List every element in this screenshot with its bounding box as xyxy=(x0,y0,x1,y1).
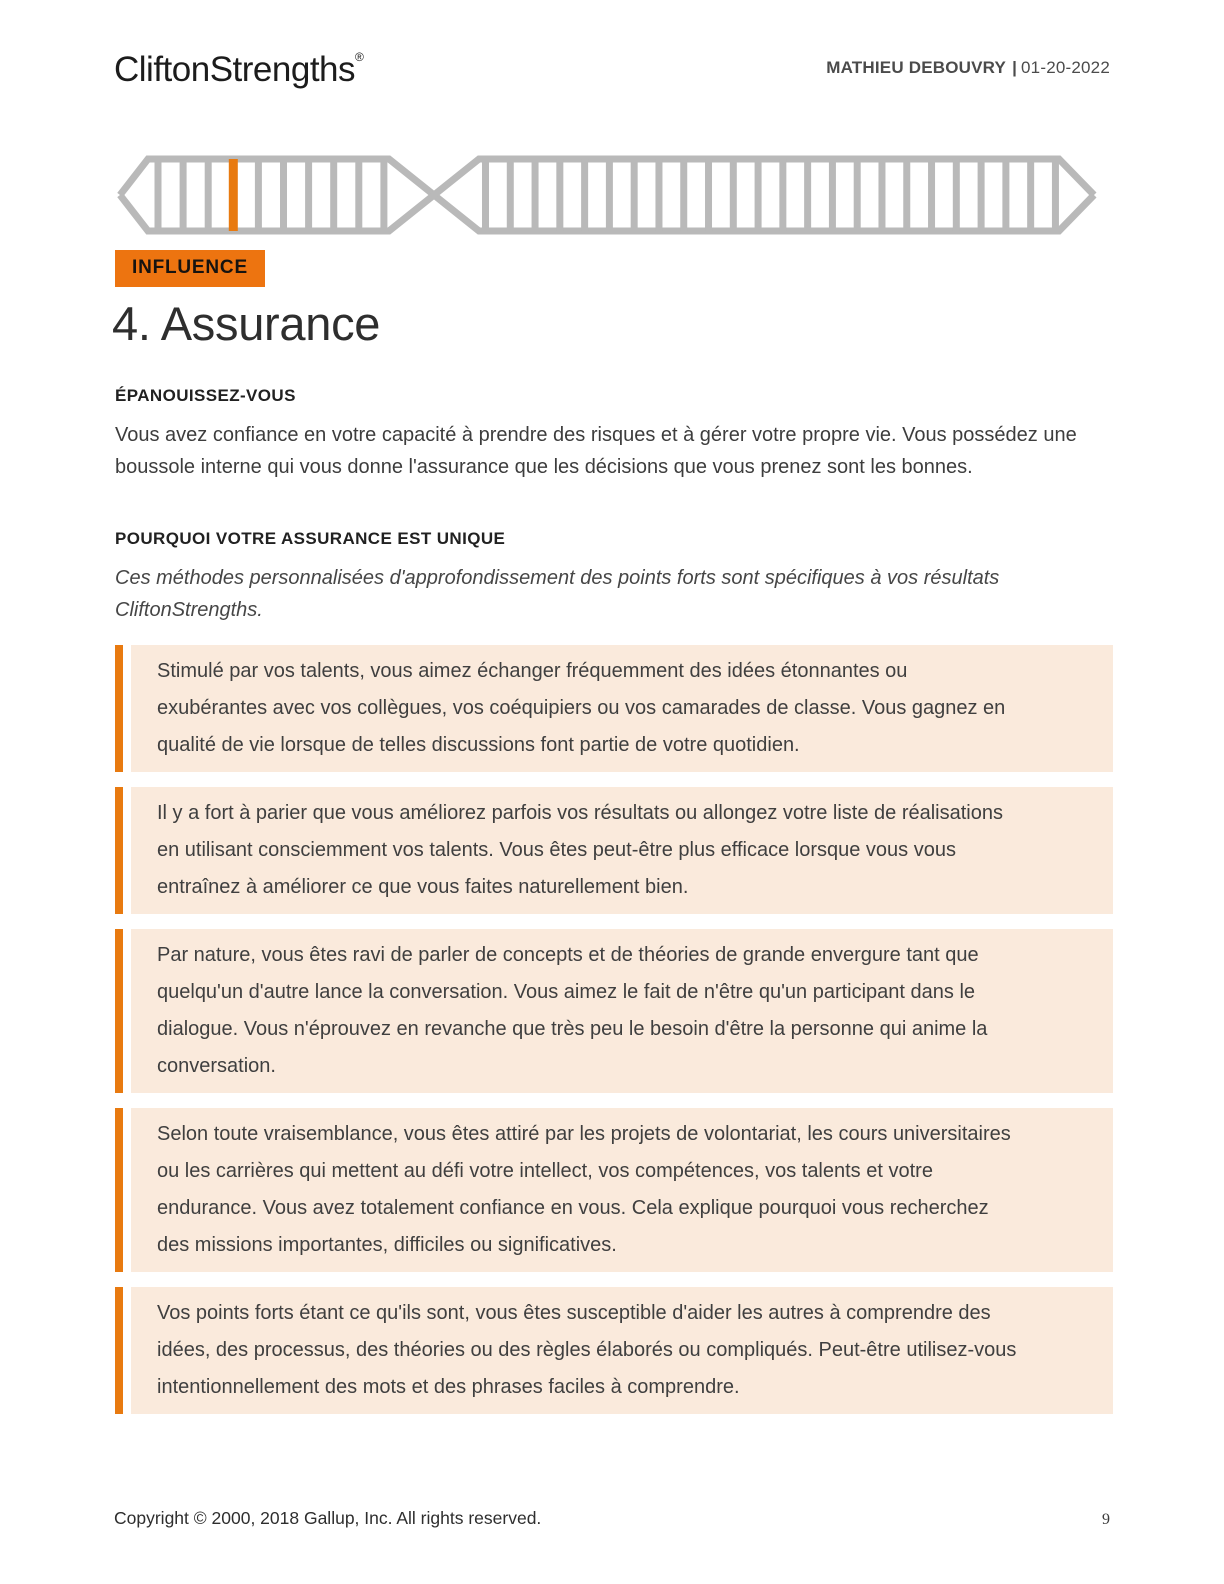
insight-callout xyxy=(115,929,1113,1093)
domain-badge-influence: INFLUENCE xyxy=(115,250,265,287)
insight-callout-list xyxy=(115,645,1113,1414)
insight-callout xyxy=(115,1108,1113,1272)
section-why-unique xyxy=(115,529,1112,626)
copyright-text: Copyright © 2000, 2018 Gallup, Inc. All rights reserved. xyxy=(114,1508,542,1528)
dna-strand-svg xyxy=(117,151,1109,239)
callout-body xyxy=(131,645,1113,772)
user-name: MATHIEU DEBOUVRY xyxy=(826,58,1007,77)
callout-body xyxy=(131,929,1113,1093)
cliftonstrengths-logo xyxy=(114,50,363,90)
callout-text: Stimulé par vos talents, vous aimez échanger fréquemment des idées étonnantes ou exubérantes avec vos collègues, vos coéquipiers ou vos camarades de classe. Vous gagnez en qualité de vie lorsque de telles discussions font partie de votre quotidien. xyxy=(157,660,1006,756)
insight-callout xyxy=(115,1287,1113,1414)
insight-callout xyxy=(115,787,1113,914)
separator: | xyxy=(1012,58,1018,77)
section-heading: POURQUOI VOTRE ASSURANCE EST UNIQUE xyxy=(115,529,506,548)
logo-text: CliftonStrengths xyxy=(114,50,356,89)
callout-text: Selon toute vraisemblance, vous êtes attiré par les projets de volontariat, les cours universitaires ou les carrières qui mettent au défi votre intellect, vos compétences, vos talents et votre endurance. Vous avez totalement confiance en vous. Cela explique pourquoi vous recherchez des missions importantes, difficiles ou significatives. xyxy=(157,1123,1011,1256)
section-body-text: Vous avez confiance en votre capacité à prendre des risques et à gérer votre propre vie. Vous possédez une boussole interne qui vous donne l'assurance que les décisions que vous prenez sont les bonnes. xyxy=(115,424,1077,478)
dna-strand-graphic xyxy=(117,151,1109,244)
callout-accent-bar xyxy=(115,929,123,1093)
section-body-text: Ces méthodes personnalisées d'approfondissement des points forts sont spécifiques à vos résultats CliftonStrengths. xyxy=(115,567,1000,621)
report-owner-and-date xyxy=(826,58,1110,78)
page-number: 9 xyxy=(1102,1511,1110,1528)
callout-accent-bar xyxy=(115,1108,123,1272)
callout-text: Il y a fort à parier que vous améliorez parfois vos résultats ou allongez votre liste de réalisations en utilisant consciemment vos talents. Vous êtes peut-être plus efficace lorsque vous vous entraînez à améliorer ce que vous faites naturellement bien. xyxy=(157,802,1003,898)
callout-accent-bar xyxy=(115,787,123,914)
theme-rank-title: 4. Assurance xyxy=(112,297,381,350)
insight-callout xyxy=(115,645,1113,772)
page-header xyxy=(114,50,1110,90)
section-thrive xyxy=(115,386,1112,483)
callout-accent-bar xyxy=(115,645,123,772)
report-date: 01-20-2022 xyxy=(1021,58,1110,77)
page-footer xyxy=(114,1508,1110,1529)
callout-body xyxy=(131,1108,1113,1272)
callout-text: Vos points forts étant ce qu'ils sont, vous êtes susceptible d'aider les autres à comprendre des idées, des processus, des théories ou des règles élaborés ou compliqués. Peut-être utilisez-vous intentionnellement des mots et des phrases faciles à comprendre. xyxy=(157,1302,1017,1398)
callout-body xyxy=(131,1287,1113,1414)
section-heading: ÉPANOUISSEZ-VOUS xyxy=(115,386,296,405)
registered-trademark-symbol: ® xyxy=(355,50,364,64)
callout-body xyxy=(131,787,1113,914)
callout-accent-bar xyxy=(115,1287,123,1414)
callout-text: Par nature, vous êtes ravi de parler de concepts et de théories de grande envergure tant que quelqu'un d'autre lance la conversation. Vous aimez le fait de n'être qu'un participant dans le dialogue. Vous n'éprouvez en revanche que très peu le besoin d'être la personne qui anime la conversation. xyxy=(157,944,988,1077)
